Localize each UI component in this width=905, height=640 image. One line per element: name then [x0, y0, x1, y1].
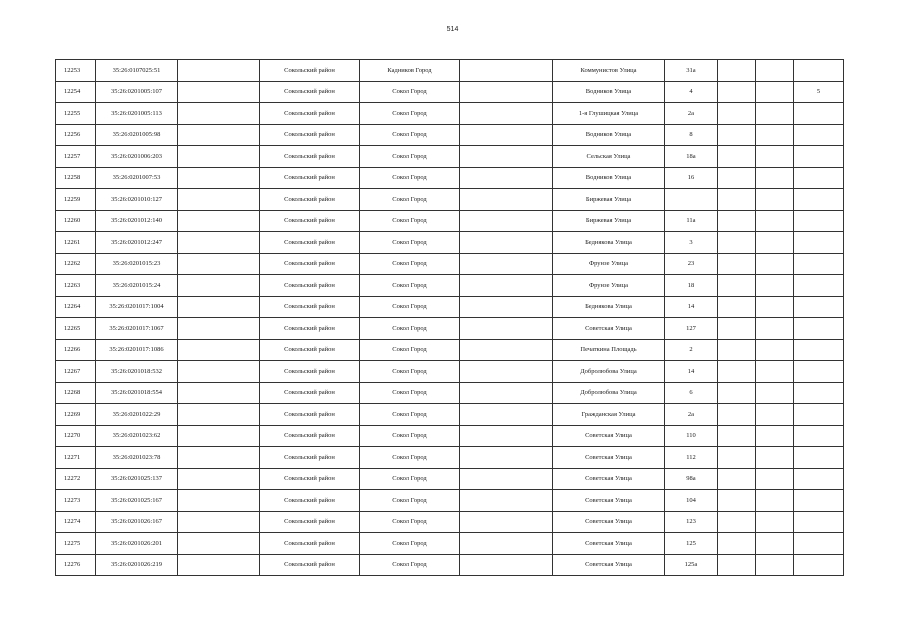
cell-object-name: [178, 318, 260, 340]
cell-street: Советская Улица: [553, 468, 665, 490]
cell-row-number: 12276: [56, 554, 96, 576]
cell-locality: [460, 124, 553, 146]
cell-block: [756, 404, 794, 426]
cell-settlement: Сокол Город: [360, 81, 460, 103]
cell-cadastral-number: 35:26:0201026:167: [96, 511, 178, 533]
cell-object-name: [178, 103, 260, 125]
cell-apartment: [794, 404, 844, 426]
cell-cadastral-number: 35:26:0201026:219: [96, 554, 178, 576]
cell-street: Добролюбова Улица: [553, 382, 665, 404]
cell-building: [718, 490, 756, 512]
cell-row-number: 12256: [56, 124, 96, 146]
cell-locality: [460, 81, 553, 103]
cell-cadastral-number: 35:26:0201025:167: [96, 490, 178, 512]
cell-cadastral-number: 35:26:0201005:107: [96, 81, 178, 103]
cell-settlement: Сокол Город: [360, 361, 460, 383]
cell-settlement: Сокол Город: [360, 425, 460, 447]
cell-object-name: [178, 81, 260, 103]
cell-cadastral-number: 35:26:0201015:24: [96, 275, 178, 297]
cell-settlement: Кадников Город: [360, 60, 460, 82]
cell-object-name: [178, 404, 260, 426]
cell-cadastral-number: 35:26:0201017:1067: [96, 318, 178, 340]
cell-locality: [460, 318, 553, 340]
table-row: [56, 533, 844, 555]
cell-block: [756, 210, 794, 232]
cell-apartment: [794, 124, 844, 146]
cell-row-number: 12260: [56, 210, 96, 232]
cell-row-number: 12265: [56, 318, 96, 340]
cell-object-name: [178, 189, 260, 211]
cell-building: [718, 361, 756, 383]
cell-street: Советская Улица: [553, 318, 665, 340]
cell-locality: [460, 60, 553, 82]
cell-row-number: 12264: [56, 296, 96, 318]
cell-locality: [460, 468, 553, 490]
cell-building: [718, 339, 756, 361]
cell-object-name: [178, 554, 260, 576]
cell-apartment: [794, 447, 844, 469]
registry-table-body: [56, 60, 844, 576]
page-number: 514: [446, 26, 459, 33]
cell-house: 110: [665, 425, 718, 447]
cell-district: Сокольский район: [260, 296, 360, 318]
cell-locality: [460, 253, 553, 275]
cell-block: [756, 167, 794, 189]
cell-apartment: [794, 490, 844, 512]
cell-settlement: Сокол Город: [360, 490, 460, 512]
table-row: [56, 554, 844, 576]
cell-apartment: [794, 210, 844, 232]
table-row: [56, 81, 844, 103]
cell-street: Советская Улица: [553, 447, 665, 469]
cell-cadastral-number: 35:26:0201025:137: [96, 468, 178, 490]
cell-row-number: 12275: [56, 533, 96, 555]
cell-settlement: Сокол Город: [360, 253, 460, 275]
cell-house: 18: [665, 275, 718, 297]
cell-house: 4: [665, 81, 718, 103]
cell-object-name: [178, 533, 260, 555]
cell-settlement: Сокол Город: [360, 275, 460, 297]
cell-block: [756, 253, 794, 275]
cell-apartment: [794, 253, 844, 275]
cell-street: 1-я Глушицкая Улица: [553, 103, 665, 125]
cell-street: Водников Улица: [553, 124, 665, 146]
cell-cadastral-number: 35:26:0201012:247: [96, 232, 178, 254]
cell-district: Сокольский район: [260, 210, 360, 232]
table-row: [56, 103, 844, 125]
cell-building: [718, 124, 756, 146]
cell-house: 123: [665, 511, 718, 533]
cell-cadastral-number: 35:26:0201005:98: [96, 124, 178, 146]
cell-street: Водников Улица: [553, 167, 665, 189]
cell-row-number: 12257: [56, 146, 96, 168]
cell-settlement: Сокол Город: [360, 554, 460, 576]
cell-street: Печаткина Площадь: [553, 339, 665, 361]
cell-district: Сокольский район: [260, 275, 360, 297]
cell-building: [718, 382, 756, 404]
cell-house: 112: [665, 447, 718, 469]
cell-building: [718, 167, 756, 189]
cell-house: 104: [665, 490, 718, 512]
cell-building: [718, 60, 756, 82]
cell-house: 3: [665, 232, 718, 254]
cell-cadastral-number: 35:26:0201026:201: [96, 533, 178, 555]
cell-object-name: [178, 511, 260, 533]
cell-block: [756, 533, 794, 555]
cell-locality: [460, 103, 553, 125]
cell-district: Сокольский район: [260, 318, 360, 340]
cell-locality: [460, 167, 553, 189]
cell-district: Сокольский район: [260, 490, 360, 512]
cell-building: [718, 425, 756, 447]
cell-house: 2: [665, 339, 718, 361]
cell-settlement: Сокол Город: [360, 511, 460, 533]
table-row: [56, 468, 844, 490]
table-row: [56, 124, 844, 146]
cell-object-name: [178, 296, 260, 318]
table-row: [56, 447, 844, 469]
cell-building: [718, 533, 756, 555]
cell-settlement: Сокол Город: [360, 124, 460, 146]
cell-row-number: 12262: [56, 253, 96, 275]
cell-building: [718, 275, 756, 297]
cell-street: Советская Улица: [553, 490, 665, 512]
cell-cadastral-number: 35:26:0201017:1086: [96, 339, 178, 361]
cell-block: [756, 318, 794, 340]
cell-building: [718, 318, 756, 340]
cell-locality: [460, 382, 553, 404]
cell-block: [756, 232, 794, 254]
cell-object-name: [178, 339, 260, 361]
cell-settlement: Сокол Город: [360, 232, 460, 254]
cell-block: [756, 146, 794, 168]
cell-block: [756, 124, 794, 146]
cell-locality: [460, 404, 553, 426]
table-row: [56, 339, 844, 361]
cell-street: Коммунистов Улица: [553, 60, 665, 82]
cell-building: [718, 447, 756, 469]
cell-apartment: [794, 468, 844, 490]
cell-cadastral-number: 35:26:0201015:23: [96, 253, 178, 275]
cell-locality: [460, 296, 553, 318]
cell-block: [756, 103, 794, 125]
cell-building: [718, 189, 756, 211]
cell-row-number: 12272: [56, 468, 96, 490]
cell-street: Советская Улица: [553, 554, 665, 576]
cell-block: [756, 425, 794, 447]
cell-district: Сокольский район: [260, 232, 360, 254]
cell-district: Сокольский район: [260, 103, 360, 125]
cell-house: 31а: [665, 60, 718, 82]
cell-locality: [460, 146, 553, 168]
cell-settlement: Сокол Город: [360, 146, 460, 168]
table-row: [56, 511, 844, 533]
cell-building: [718, 511, 756, 533]
cell-cadastral-number: 35:26:0201005:113: [96, 103, 178, 125]
cell-row-number: 12263: [56, 275, 96, 297]
cell-apartment: [794, 361, 844, 383]
cell-apartment: [794, 533, 844, 555]
cell-apartment: [794, 554, 844, 576]
table-row: [56, 232, 844, 254]
cell-apartment: [794, 339, 844, 361]
cell-district: Сокольский район: [260, 146, 360, 168]
cell-object-name: [178, 146, 260, 168]
cell-row-number: 12270: [56, 425, 96, 447]
cell-house: 125а: [665, 554, 718, 576]
cell-object-name: [178, 60, 260, 82]
cell-district: Сокольский район: [260, 468, 360, 490]
table-row: [56, 275, 844, 297]
cell-settlement: Сокол Город: [360, 468, 460, 490]
cell-cadastral-number: 35:26:0201006:203: [96, 146, 178, 168]
cell-locality: [460, 189, 553, 211]
cell-settlement: Сокол Город: [360, 189, 460, 211]
cell-house: 14: [665, 361, 718, 383]
cell-apartment: [794, 189, 844, 211]
cell-apartment: [794, 318, 844, 340]
cell-street: Фрунзе Улица: [553, 275, 665, 297]
cell-building: [718, 468, 756, 490]
cell-street: Беднякова Улица: [553, 296, 665, 318]
cell-house: 6: [665, 382, 718, 404]
cell-object-name: [178, 232, 260, 254]
cell-block: [756, 361, 794, 383]
cell-building: [718, 146, 756, 168]
cell-street: Водников Улица: [553, 81, 665, 103]
cell-block: [756, 554, 794, 576]
cell-locality: [460, 490, 553, 512]
cell-apartment: [794, 511, 844, 533]
cell-block: [756, 339, 794, 361]
cell-apartment: [794, 60, 844, 82]
cell-object-name: [178, 382, 260, 404]
cell-apartment: [794, 425, 844, 447]
cell-locality: [460, 275, 553, 297]
cell-house: 125: [665, 533, 718, 555]
cell-cadastral-number: 35:26:0201023:78: [96, 447, 178, 469]
cell-building: [718, 554, 756, 576]
cell-cadastral-number: 35:26:0107025:51: [96, 60, 178, 82]
cell-row-number: 12258: [56, 167, 96, 189]
cell-street: Советская Улица: [553, 511, 665, 533]
cell-house: 23: [665, 253, 718, 275]
cell-settlement: Сокол Город: [360, 382, 460, 404]
cell-district: Сокольский район: [260, 511, 360, 533]
cell-settlement: Сокол Город: [360, 103, 460, 125]
cell-block: [756, 511, 794, 533]
cell-building: [718, 210, 756, 232]
cell-object-name: [178, 210, 260, 232]
table-row: [56, 361, 844, 383]
cell-street: Беднякова Улица: [553, 232, 665, 254]
cell-cadastral-number: 35:26:0201007:53: [96, 167, 178, 189]
cell-cadastral-number: 35:26:0201012:140: [96, 210, 178, 232]
cell-row-number: 12253: [56, 60, 96, 82]
cell-row-number: 12271: [56, 447, 96, 469]
cell-street: Советская Улица: [553, 533, 665, 555]
cell-object-name: [178, 468, 260, 490]
cell-object-name: [178, 124, 260, 146]
cell-locality: [460, 533, 553, 555]
cell-house: 14: [665, 296, 718, 318]
cell-building: [718, 253, 756, 275]
cell-apartment: [794, 232, 844, 254]
cell-settlement: Сокол Город: [360, 318, 460, 340]
cell-apartment: [794, 146, 844, 168]
cell-object-name: [178, 275, 260, 297]
cell-district: Сокольский район: [260, 425, 360, 447]
cell-locality: [460, 554, 553, 576]
cell-street: Биржевая Улица: [553, 210, 665, 232]
cell-cadastral-number: 35:26:0201022:29: [96, 404, 178, 426]
cell-house: 8: [665, 124, 718, 146]
cell-locality: [460, 447, 553, 469]
cell-block: [756, 382, 794, 404]
cell-building: [718, 232, 756, 254]
cell-apartment: [794, 382, 844, 404]
cell-object-name: [178, 425, 260, 447]
cell-settlement: Сокол Город: [360, 404, 460, 426]
cell-house: 18а: [665, 146, 718, 168]
cell-locality: [460, 511, 553, 533]
cell-cadastral-number: 35:26:0201018:554: [96, 382, 178, 404]
cell-building: [718, 404, 756, 426]
cell-settlement: Сокол Город: [360, 210, 460, 232]
cell-object-name: [178, 490, 260, 512]
cell-house: [665, 189, 718, 211]
cell-district: Сокольский район: [260, 189, 360, 211]
cell-block: [756, 60, 794, 82]
cell-row-number: 12274: [56, 511, 96, 533]
cell-locality: [460, 232, 553, 254]
cell-object-name: [178, 167, 260, 189]
cell-building: [718, 81, 756, 103]
table-row: [56, 189, 844, 211]
table-row: [56, 253, 844, 275]
cell-object-name: [178, 361, 260, 383]
cell-row-number: 12255: [56, 103, 96, 125]
cell-street: Советская Улица: [553, 425, 665, 447]
cell-row-number: 12273: [56, 490, 96, 512]
cell-district: Сокольский район: [260, 339, 360, 361]
cell-district: Сокольский район: [260, 533, 360, 555]
table-row: [56, 425, 844, 447]
cell-row-number: 12269: [56, 404, 96, 426]
cell-object-name: [178, 253, 260, 275]
cell-district: Сокольский район: [260, 447, 360, 469]
cell-district: Сокольский район: [260, 124, 360, 146]
cell-block: [756, 81, 794, 103]
cell-apartment: [794, 103, 844, 125]
cell-house: 16: [665, 167, 718, 189]
cell-house: 2а: [665, 103, 718, 125]
cell-street: Фрунзе Улица: [553, 253, 665, 275]
cell-settlement: Сокол Город: [360, 296, 460, 318]
table-row: [56, 382, 844, 404]
cell-house: 11а: [665, 210, 718, 232]
table-row: [56, 167, 844, 189]
cell-apartment: 5: [794, 81, 844, 103]
cell-apartment: [794, 275, 844, 297]
cell-district: Сокольский район: [260, 253, 360, 275]
cell-district: Сокольский район: [260, 554, 360, 576]
table-row: [56, 296, 844, 318]
cell-locality: [460, 210, 553, 232]
cell-locality: [460, 425, 553, 447]
cell-block: [756, 468, 794, 490]
cell-row-number: 12267: [56, 361, 96, 383]
cell-settlement: Сокол Город: [360, 533, 460, 555]
cell-settlement: Сокол Город: [360, 447, 460, 469]
cell-block: [756, 447, 794, 469]
cell-apartment: [794, 296, 844, 318]
cell-district: Сокольский район: [260, 81, 360, 103]
cell-house: 127: [665, 318, 718, 340]
cell-district: Сокольский район: [260, 60, 360, 82]
cell-object-name: [178, 447, 260, 469]
table-row: [56, 318, 844, 340]
table-row: [56, 404, 844, 426]
cell-block: [756, 296, 794, 318]
table-row: [56, 490, 844, 512]
cell-block: [756, 490, 794, 512]
cell-street: Гражданская Улица: [553, 404, 665, 426]
cell-block: [756, 275, 794, 297]
cell-cadastral-number: 35:26:0201023:62: [96, 425, 178, 447]
cell-block: [756, 189, 794, 211]
cell-settlement: Сокол Город: [360, 339, 460, 361]
cell-cadastral-number: 35:26:0201010:127: [96, 189, 178, 211]
cell-row-number: 12268: [56, 382, 96, 404]
cell-building: [718, 296, 756, 318]
cell-cadastral-number: 35:26:0201017:1004: [96, 296, 178, 318]
cell-cadastral-number: 35:26:0201018:532: [96, 361, 178, 383]
cell-house: 2а: [665, 404, 718, 426]
cell-locality: [460, 339, 553, 361]
cell-row-number: 12254: [56, 81, 96, 103]
cell-building: [718, 103, 756, 125]
cell-row-number: 12259: [56, 189, 96, 211]
cell-district: Сокольский район: [260, 361, 360, 383]
table-row: [56, 146, 844, 168]
cell-apartment: [794, 167, 844, 189]
cell-row-number: 12261: [56, 232, 96, 254]
cell-locality: [460, 361, 553, 383]
cell-street: Сельская Улица: [553, 146, 665, 168]
cell-row-number: 12266: [56, 339, 96, 361]
table-row: [56, 210, 844, 232]
table-row: [56, 60, 844, 82]
cell-street: Биржевая Улица: [553, 189, 665, 211]
registry-table: [55, 59, 844, 576]
cell-settlement: Сокол Город: [360, 167, 460, 189]
cell-house: 98а: [665, 468, 718, 490]
cell-district: Сокольский район: [260, 167, 360, 189]
cell-district: Сокольский район: [260, 382, 360, 404]
cell-district: Сокольский район: [260, 404, 360, 426]
cell-street: Добролюбова Улица: [553, 361, 665, 383]
